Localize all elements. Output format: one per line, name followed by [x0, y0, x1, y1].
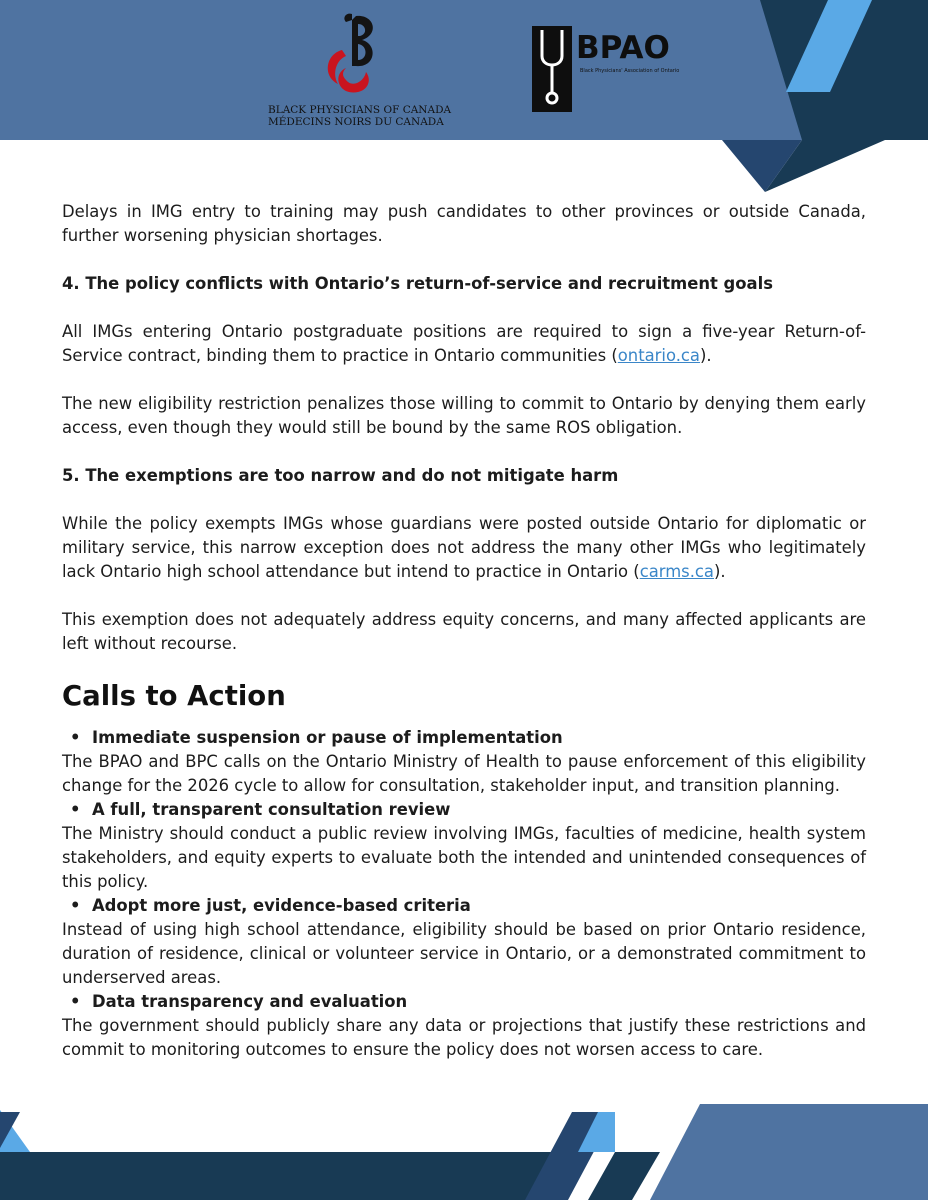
bullet-icon: •	[70, 896, 81, 915]
document-body	[62, 200, 866, 1062]
cta-item-3-body: Instead of using high school attendance, eligibility should be based on prior Ontario residence, duration of residence, clinical or volunteer service in Ontario, or a demonstrated commitment to underserved areas.	[62, 920, 866, 987]
section-5-heading: 5. The exemptions are too narrow and do not mitigate harm	[62, 466, 619, 485]
bpao-logo	[532, 26, 692, 116]
bpao-wordmark: BPAO	[576, 30, 670, 66]
cta-item-4-title: • Data transparency and evaluation	[62, 990, 866, 1014]
bullet-icon: •	[70, 992, 81, 1011]
intro-paragraph: Delays in IMG entry to training may push candidates to other provinces or outside Canada, further worsening physician shortages.	[62, 202, 866, 245]
cta-item-1-title: • Immediate suspension or pause of implementation	[62, 726, 866, 750]
footer-dark-mid	[588, 1152, 660, 1200]
cta-item-4-body: The government should publicly share any data or projections that justify these restrictions and commit to monitoring outcomes to ensure the policy does not worsen access to care.	[62, 1016, 866, 1059]
carms-link[interactable]: carms.ca	[639, 562, 714, 581]
section-4-paragraph-1: All IMGs entering Ontario postgraduate positions are required to sign a five-year Return-of-Service contract, binding them to practice in Ontario communities (ontario.ca).	[62, 322, 866, 365]
cta-item-2-title: • A full, transparent consultation review	[62, 798, 866, 822]
bpc-name-french: MÉDECINS NOIRS DU CANADA	[268, 116, 444, 128]
bpc-name-english: BLACK PHYSICIANS OF CANADA	[268, 104, 452, 116]
cta-list	[62, 726, 866, 1062]
stethoscope-icon	[532, 26, 576, 116]
ontario-link[interactable]: ontario.ca	[617, 346, 700, 365]
section-4-heading: 4. The policy conflicts with Ontario’s return-of-service and recruitment goals	[62, 274, 773, 293]
footer-band-right	[650, 1104, 928, 1200]
calls-to-action-title: Calls to Action	[62, 680, 286, 712]
bpao-subtitle: Black Physicians' Association of Ontario	[580, 68, 680, 74]
bullet-icon: •	[70, 800, 81, 819]
cta-item-2-body: The Ministry should conduct a public review involving IMGs, faculties of medicine, health system stakeholders, and equity experts to evaluate both the intended and unintended consequences of this policy.	[62, 824, 866, 891]
section-5-paragraph-1: While the policy exempts IMGs whose guardians were posted outside Ontario for diplomatic or military service, this narrow exception does not address the many other IMGs who legitimately lack Ontario high school attendance but intend to practice in Ontario (carms.ca).	[62, 514, 866, 581]
bpc-logo	[268, 10, 452, 130]
cta-item-3-title: • Adopt more just, evidence-based criteria	[62, 894, 866, 918]
section-4-paragraph-2: The new eligibility restriction penalizes those willing to commit to Ontario by denying them early access, even though they would still be bound by the same ROS obligation.	[62, 394, 866, 437]
footer-dark-band	[0, 1152, 552, 1200]
bpc-logo-mark-icon	[312, 10, 392, 102]
cta-item-1-body: The BPAO and BPC calls on the Ontario Ministry of Health to pause enforcement of this eligibility change for the 2026 cycle to allow for consultation, stakeholder input, and transition planning.	[62, 752, 866, 795]
section-5-paragraph-2: This exemption does not adequately address equity concerns, and many affected applicants are left without recourse.	[62, 610, 866, 653]
bullet-icon: •	[70, 728, 81, 747]
